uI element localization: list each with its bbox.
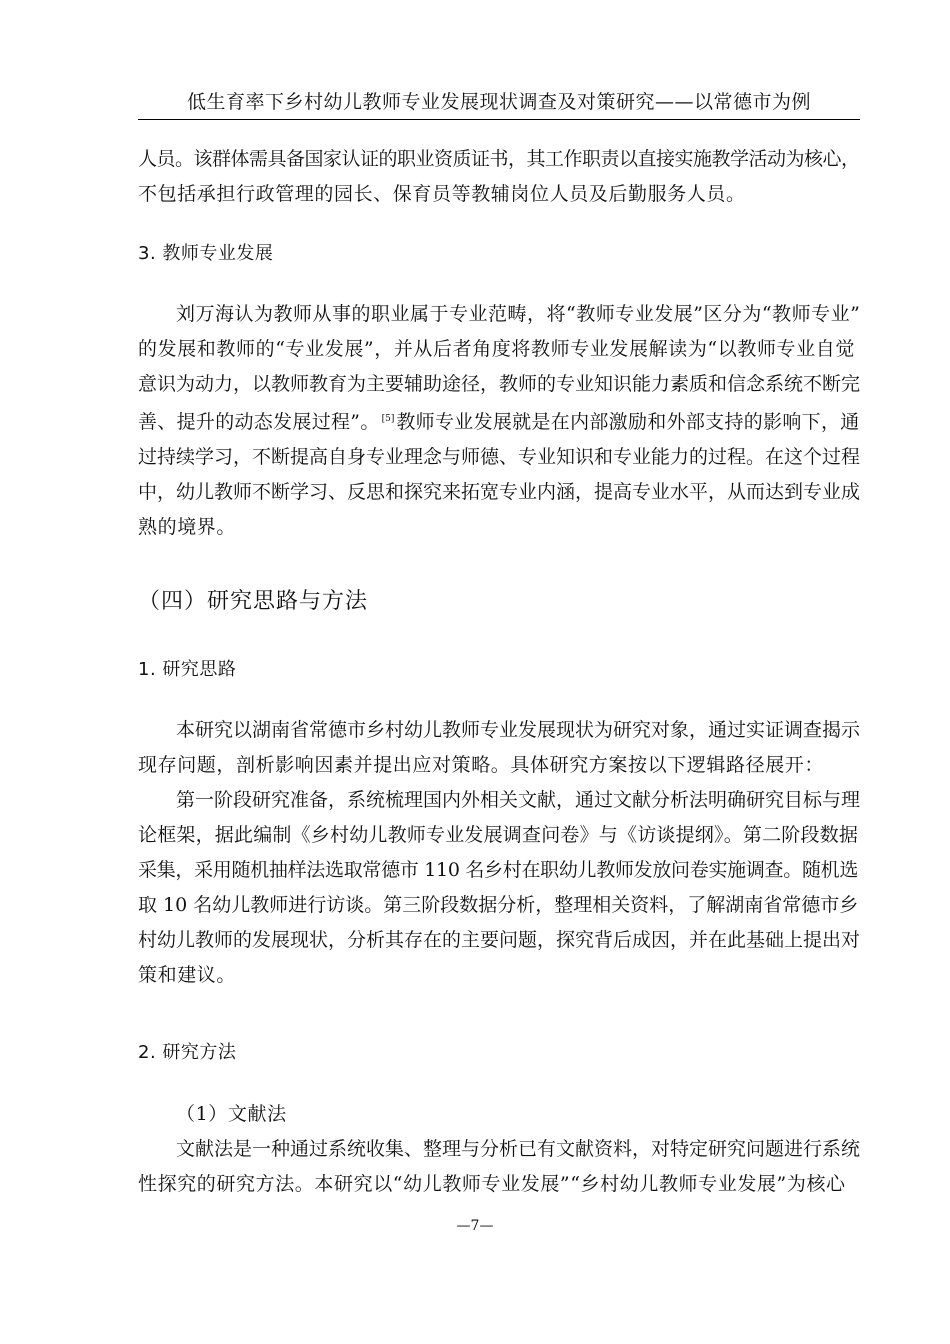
literature-method-heading bbox=[138, 1097, 860, 1132]
paragraph-text: 教师专业发展就是在内部激励和外部支持的影响下，通 bbox=[396, 411, 860, 433]
paragraph-line: 熟的境界。 bbox=[138, 516, 237, 538]
research-stages-paragraph bbox=[138, 783, 860, 993]
paragraph-line: 本研究以湖南省常德市乡村幼儿教师专业发展现状为研究对象，通过实证调查揭示 bbox=[176, 719, 861, 741]
intro-paragraph bbox=[138, 142, 860, 212]
paragraph-line: 论框架，据此编制《乡村幼儿教师专业发展调查问卷》与《访谈提纲》。第二阶段数据 bbox=[138, 824, 859, 846]
paragraph-text: 善、提升的动态发展过程”。 bbox=[138, 411, 380, 433]
paragraph-line: 策和建议。 bbox=[138, 964, 237, 986]
paragraph-line: 村幼儿教师的发展现状，分析其存在的主要问题，探究背后成因，并在此基础上提出对 bbox=[138, 929, 861, 951]
paragraph-line: 文献法是一种通过系统收集、整理与分析已有文献资料，对特定研究问题进行系统 bbox=[176, 1138, 861, 1160]
section-heading-teacher-professional-development: 3. 教师专业发展 bbox=[138, 243, 274, 264]
paragraph-line: 现存问题，剖析影响因素并提出应对策略。具体研究方案按以下逻辑路径展开： bbox=[138, 754, 825, 776]
paragraph-line: 采集，采用随机抽样法选取常德市 110 名乡村在职幼儿教师发放问卷实施调查。随机选 bbox=[138, 859, 859, 881]
paragraph-line: 人员。该群体需具备国家认证的职业资质证书，其工作职责以直接实施教学活动为核心， bbox=[138, 148, 860, 170]
research-ideas-paragraph bbox=[138, 713, 860, 783]
teacher-development-paragraph bbox=[138, 297, 860, 545]
page-number: —7— bbox=[456, 1218, 494, 1234]
subsection-heading-research-methods: 2. 研究方法 bbox=[138, 1042, 237, 1063]
running-header: 低生育率下乡村幼儿教师专业发展现状调查及对策研究——以常德市为例 bbox=[186, 91, 811, 113]
paragraph-line: 过持续学习，不断提高自身专业理念与师德、专业知识和专业能力的过程。在这个过程 bbox=[138, 446, 861, 468]
paragraph-line: 刘万海认为教师从事的职业属于专业范畴，将“教师专业发展”区分为“教师专业” bbox=[176, 303, 861, 325]
paragraph-line: 性探究的研究方法。本研究以“幼儿教师专业发展”“乡村幼儿教师专业发展”为核心 bbox=[138, 1173, 846, 1195]
paragraph-line: 中，幼儿教师不断学习、反思和探究来拓宽专业内涵，提高专业水平，从而达到专业成 bbox=[138, 481, 861, 503]
paragraph-line: 取 10 名幼儿教师进行访谈。第三阶段数据分析，整理相关资料，了解湖南省常德市乡 bbox=[138, 894, 859, 916]
paragraph-line: 意识为动力，以教师教育为主要辅助途径，教师的专业知识能力素质和信念系统不断完 bbox=[138, 373, 861, 395]
paragraph-line bbox=[138, 402, 860, 440]
method-heading: （1）文献法 bbox=[176, 1103, 287, 1125]
literature-method-paragraph bbox=[138, 1132, 860, 1202]
paragraph-line: 的发展和教师的“专业发展”，并从后者角度将教师专业发展解读为“以教师专业自觉 bbox=[138, 338, 855, 360]
header-divider bbox=[138, 119, 860, 120]
paragraph-line: 第一阶段研究准备，系统梳理国内外相关文献，通过文献分析法明确研究目标与理 bbox=[176, 789, 861, 811]
section-heading-research-approach: （四）研究思路与方法 bbox=[138, 589, 369, 614]
citation-reference: [5] bbox=[381, 414, 395, 424]
subsection-heading-research-ideas: 1. 研究思路 bbox=[138, 659, 237, 680]
paragraph-line: 不包括承担行政管理的园长、保育员等教辅岗位人员及后勤服务人员。 bbox=[138, 183, 746, 205]
